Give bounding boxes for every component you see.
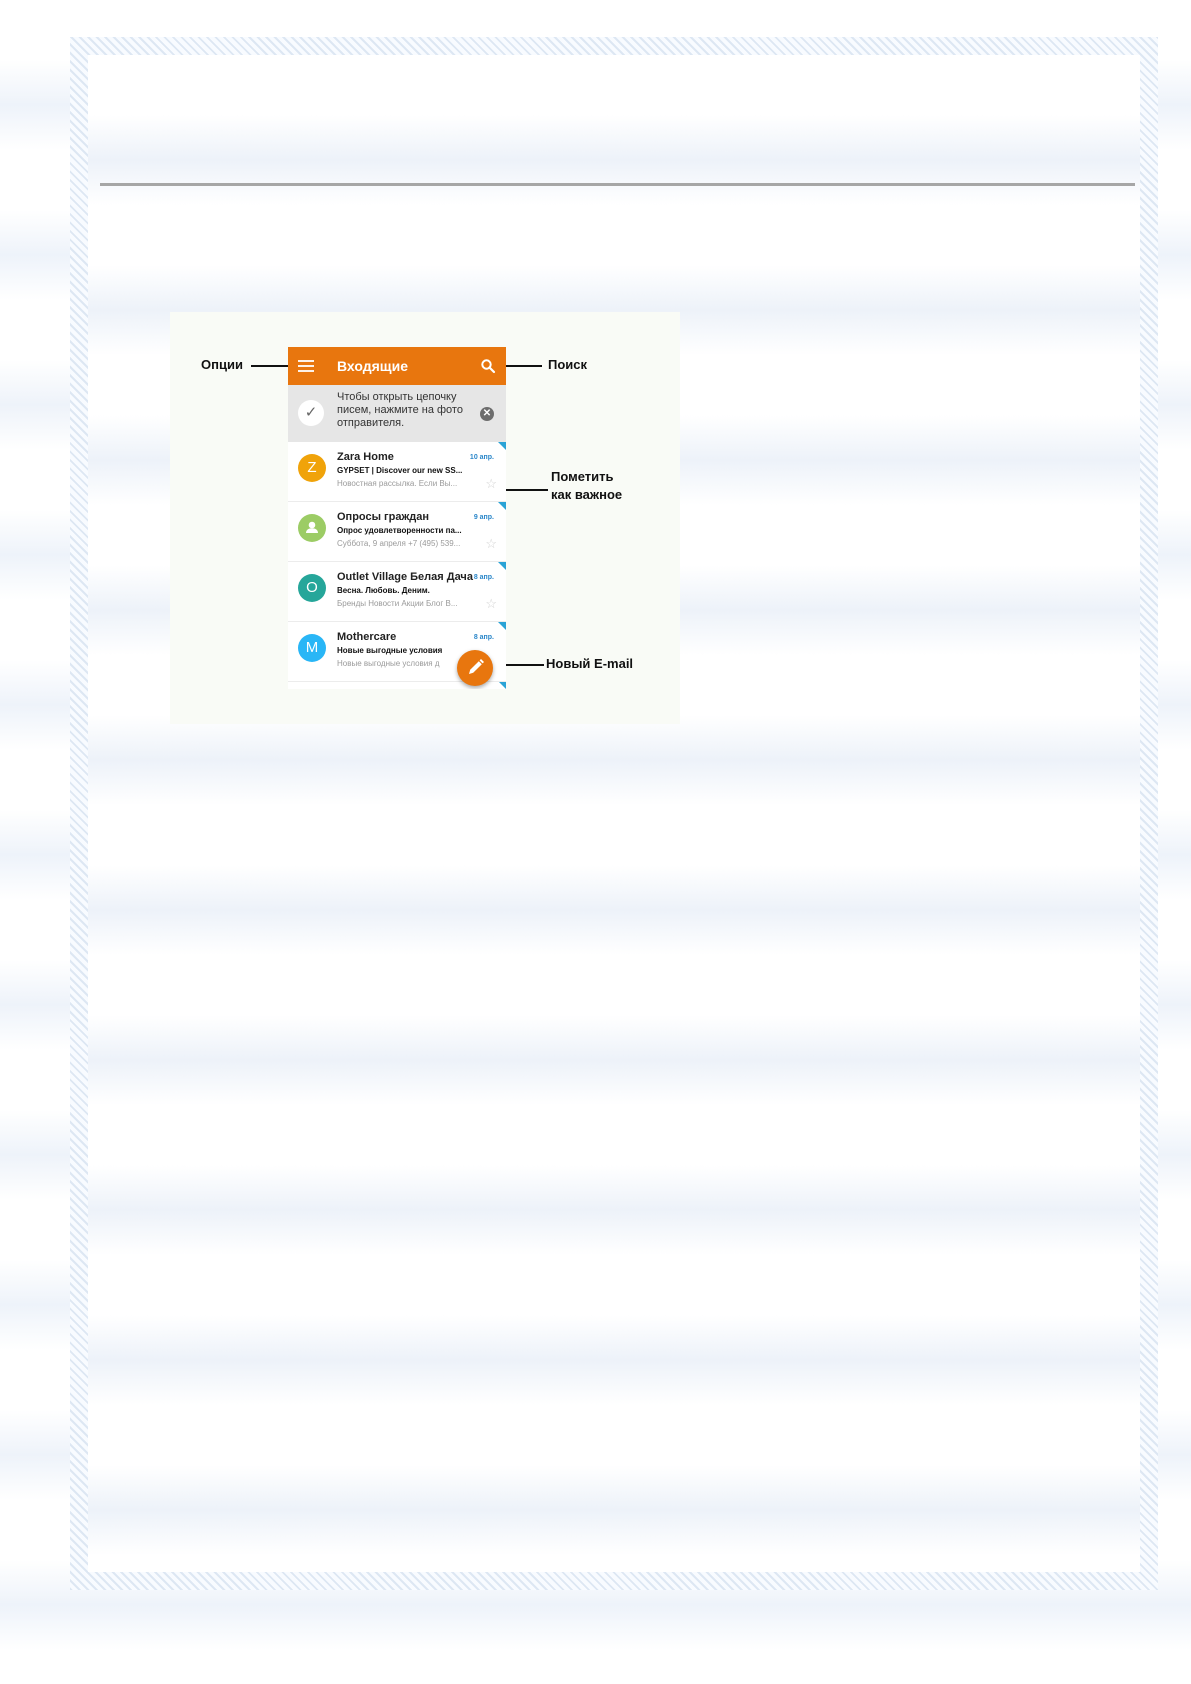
- page-title: Входящие: [337, 358, 408, 374]
- tip-banner: [288, 385, 506, 442]
- annotated-screenshot: [170, 312, 680, 724]
- callout-search: Поиск: [548, 357, 588, 372]
- callout-mark-important-line2: как важное: [551, 487, 623, 502]
- email-subject: Весна. Любовь. Деним.: [337, 586, 430, 595]
- horizontal-rule: [100, 183, 1135, 186]
- email-list: [288, 442, 506, 682]
- page-frame: [70, 37, 1158, 1590]
- list-item[interactable]: [288, 562, 506, 622]
- email-date: 9 апр.: [473, 514, 494, 521]
- callout-options: Опции: [201, 357, 243, 372]
- email-date: 8 апр.: [473, 634, 494, 641]
- search-icon[interactable]: [480, 358, 496, 374]
- unread-marker: [498, 562, 506, 570]
- email-preview: Бренды Новости Акции Блог В...: [337, 599, 458, 608]
- list-item[interactable]: [288, 502, 506, 562]
- email-subject: GYPSET | Discover our new SS...: [337, 466, 463, 475]
- email-subject: Опрос удовлетворенности па...: [337, 526, 462, 535]
- unread-marker: [498, 502, 506, 510]
- unread-marker: [498, 622, 506, 630]
- email-subject: Новые выгодные условия: [337, 646, 443, 655]
- callout-mark-important: [551, 468, 622, 504]
- app-bar: [288, 347, 506, 385]
- compose-button[interactable]: [457, 650, 493, 686]
- check-icon: ✓: [298, 400, 324, 426]
- email-date: 10 апр.: [469, 454, 494, 461]
- person-icon: [298, 514, 326, 542]
- star-icon[interactable]: ☆: [485, 596, 497, 611]
- avatar[interactable]: O: [298, 574, 326, 602]
- sender-name: Опросы граждан: [337, 511, 430, 523]
- callout-new-email: Новый E-mail: [546, 656, 634, 671]
- unread-marker: [498, 442, 506, 450]
- sender-name: Outlet Village Белая Дача: [337, 571, 473, 583]
- close-icon[interactable]: ✕: [480, 407, 494, 421]
- email-preview: Новые выгодные условия д: [337, 659, 440, 668]
- avatar[interactable]: Z: [298, 454, 326, 482]
- star-icon[interactable]: ☆: [485, 476, 497, 491]
- email-date: 8 апр.: [473, 574, 494, 581]
- list-item[interactable]: [288, 442, 506, 502]
- email-app: [288, 347, 506, 689]
- pencil-icon: [457, 650, 493, 686]
- unread-marker: [499, 682, 506, 689]
- email-preview: Новостная рассылка. Если Вы...: [337, 479, 458, 488]
- menu-icon[interactable]: [298, 358, 314, 374]
- leader-mark-important: [501, 489, 548, 491]
- star-icon[interactable]: ☆: [485, 536, 497, 551]
- sender-name: Mothercare: [337, 631, 397, 643]
- email-preview: Суббота, 9 апреля +7 (495) 539...: [337, 539, 461, 548]
- callout-mark-important-line1: Пометить: [551, 469, 614, 484]
- tip-text: Чтобы открыть цепочку писем, нажмите на фото отправителя.: [337, 391, 463, 429]
- avatar[interactable]: [298, 514, 326, 542]
- sender-name: Zara Home: [337, 451, 394, 463]
- avatar[interactable]: M: [298, 634, 326, 662]
